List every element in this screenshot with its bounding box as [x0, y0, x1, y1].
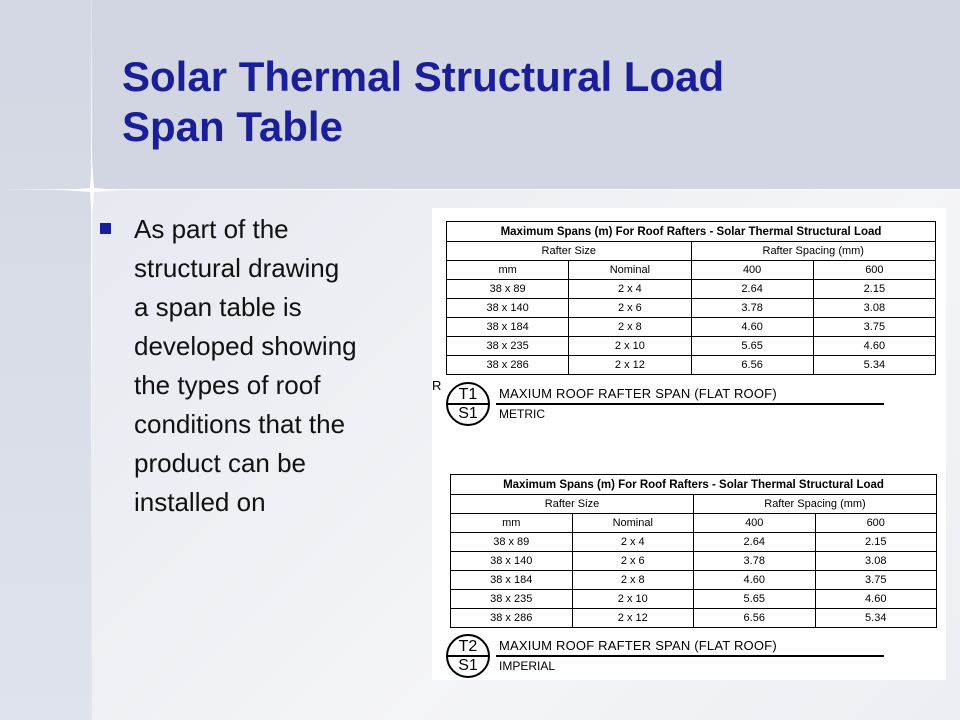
table-cell: 38 x 184 [447, 318, 569, 337]
table-header-row [447, 261, 936, 280]
table-cell: 38 x 89 [451, 533, 573, 552]
group-header-rafter-size: Rafter Size [451, 495, 694, 514]
group-header-rafter-spacing: Rafter Spacing (mm) [691, 242, 936, 261]
table-row [451, 590, 937, 609]
table-cell: 4.60 [815, 590, 937, 609]
table-row [451, 533, 937, 552]
bullet-item [100, 210, 410, 522]
table-cell: 5.34 [813, 356, 935, 375]
detail-subtitle: METRIC [499, 407, 545, 421]
table-cell: 3.75 [813, 318, 935, 337]
table-cell: 2 x 8 [569, 318, 691, 337]
table-cell: 38 x 89 [447, 280, 569, 299]
bubble-bottom-label: S1 [458, 657, 478, 674]
table-cell: 2.64 [691, 280, 813, 299]
table-cell: 38 x 184 [451, 571, 573, 590]
detail-underline [496, 403, 884, 405]
vertical-rule [91, 0, 92, 720]
table-group-header-row [451, 495, 937, 514]
column-header: mm [451, 514, 573, 533]
column-header: 600 [815, 514, 937, 533]
table-cell: 38 x 286 [447, 356, 569, 375]
table-row [451, 552, 937, 571]
detail-tag-imperial [444, 634, 884, 682]
table-caption-row [447, 222, 936, 242]
table-cell: 2 x 8 [572, 571, 694, 590]
stray-mark: R [432, 378, 442, 393]
table-cell: 2 x 10 [572, 590, 694, 609]
table-group-header-row [447, 242, 936, 261]
table-cell: 38 x 140 [447, 299, 569, 318]
span-table-figure [432, 208, 946, 680]
detail-title: MAXIUM ROOF RAFTER SPAN (FLAT ROOF) [499, 386, 777, 401]
table-caption: Maximum Spans (m) For Roof Rafters - Solar Thermal Structural Load [451, 475, 937, 495]
table-caption: Maximum Spans (m) For Roof Rafters - Solar Thermal Structural Load [447, 222, 936, 242]
slide-title-line-2: Span Table [122, 103, 343, 150]
table-cell: 2 x 6 [569, 299, 691, 318]
bullet-list [100, 210, 410, 522]
column-header: mm [447, 261, 569, 280]
table-cell: 3.08 [813, 299, 935, 318]
table-cell: 2 x 4 [569, 280, 691, 299]
span-table-metric [446, 221, 936, 375]
table-cell: 6.56 [691, 356, 813, 375]
table-row [447, 299, 936, 318]
bubble-top-label: T2 [458, 638, 478, 655]
table-caption-row [451, 475, 937, 495]
table-cell: 2.15 [815, 533, 937, 552]
table-cell: 2.64 [694, 533, 816, 552]
group-header-rafter-spacing: Rafter Spacing (mm) [694, 495, 937, 514]
table-cell: 3.78 [691, 299, 813, 318]
table-row [447, 318, 936, 337]
table-row [451, 609, 937, 628]
table-cell: 3.08 [815, 552, 937, 571]
table-cell: 2 x 12 [572, 609, 694, 628]
group-header-rafter-size: Rafter Size [447, 242, 692, 261]
table-cell: 4.60 [691, 318, 813, 337]
left-band [0, 0, 92, 720]
column-header: 400 [691, 261, 813, 280]
column-header: Nominal [569, 261, 691, 280]
detail-title: MAXIUM ROOF RAFTER SPAN (FLAT ROOF) [499, 638, 777, 653]
bullet-text: As part of the structural drawing a span table is developed showing the types of roof conditions that the product can be installed on [134, 214, 357, 517]
detail-bubble [446, 382, 490, 426]
table-cell: 38 x 286 [451, 609, 573, 628]
column-header: 600 [813, 261, 935, 280]
detail-underline [496, 655, 884, 657]
table-cell: 4.60 [694, 571, 816, 590]
table-cell: 2 x 12 [569, 356, 691, 375]
detail-tag-metric [444, 382, 884, 430]
table-row [451, 571, 937, 590]
bubble-top-label: T1 [458, 386, 478, 403]
table-cell: 38 x 235 [451, 590, 573, 609]
table-cell: 6.56 [694, 609, 816, 628]
table-cell: 5.65 [691, 337, 813, 356]
span-table-imperial [450, 474, 937, 628]
table-cell: 3.75 [815, 571, 937, 590]
table-row [447, 280, 936, 299]
table-row [447, 337, 936, 356]
horizontal-rule [0, 189, 960, 190]
table-header-row [451, 514, 937, 533]
column-header: 400 [694, 514, 816, 533]
slide-title [122, 52, 922, 152]
table-cell: 38 x 235 [447, 337, 569, 356]
table-cell: 2.15 [813, 280, 935, 299]
slide-title-line-1: Solar Thermal Structural Load [122, 53, 725, 100]
table-cell: 3.78 [694, 552, 816, 571]
table-cell: 5.65 [694, 590, 816, 609]
bubble-bottom-label: S1 [458, 405, 478, 422]
column-header: Nominal [572, 514, 694, 533]
table-cell: 5.34 [815, 609, 937, 628]
table-cell: 4.60 [813, 337, 935, 356]
table-cell: 2 x 10 [569, 337, 691, 356]
table-cell: 2 x 4 [572, 533, 694, 552]
square-bullet-icon [100, 223, 111, 234]
table-cell: 2 x 6 [572, 552, 694, 571]
detail-bubble [446, 634, 490, 678]
table-row [447, 356, 936, 375]
detail-subtitle: IMPERIAL [499, 659, 556, 673]
table-cell: 38 x 140 [451, 552, 573, 571]
